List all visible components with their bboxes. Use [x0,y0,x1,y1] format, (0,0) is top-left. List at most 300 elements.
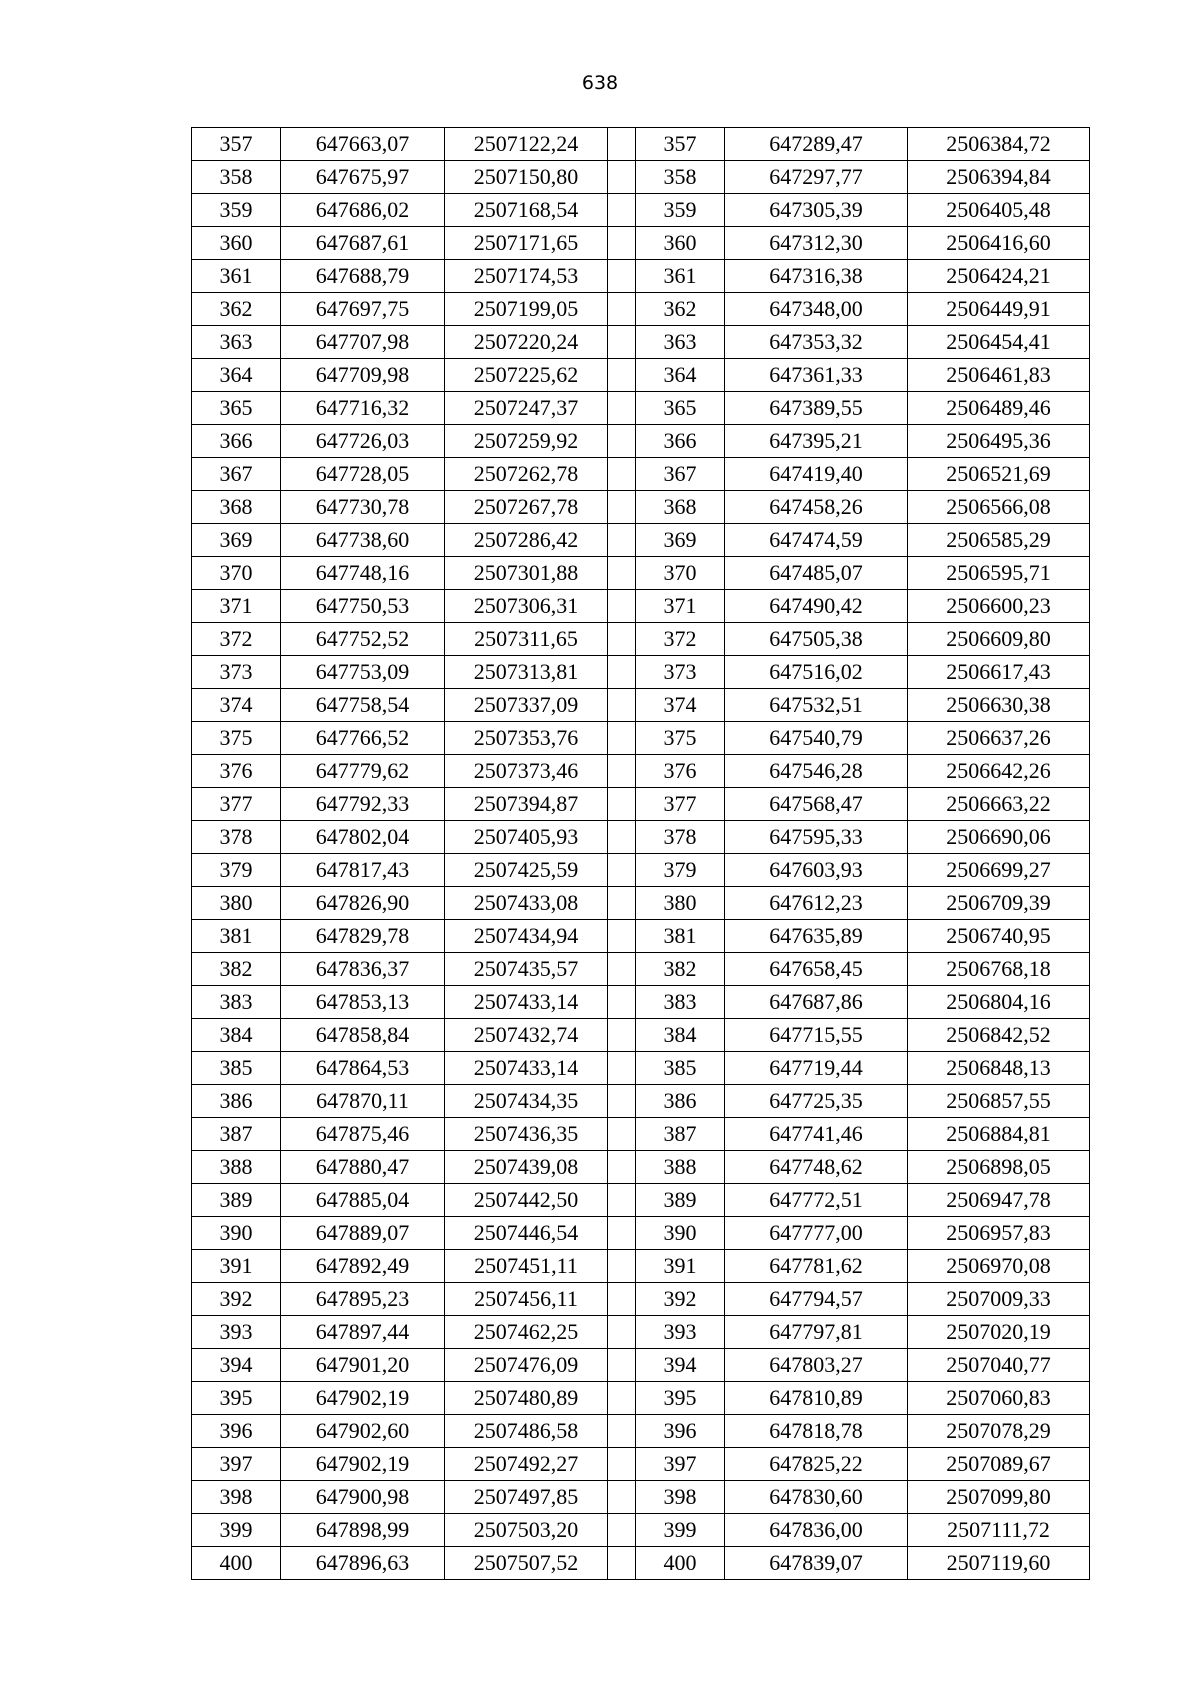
table-row [192,392,1090,425]
left-point-number-cell: 376 [192,755,281,788]
right-point-number-cell: 394 [636,1349,725,1382]
table-row [192,1019,1090,1052]
left-x-cell: 647716,32 [281,392,445,425]
table-row [192,1547,1090,1580]
right-y-cell: 2506609,80 [908,623,1090,656]
table-row [192,656,1090,689]
right-y-cell: 2507078,29 [908,1415,1090,1448]
right-point-number-cell: 362 [636,293,725,326]
right-x-cell: 647836,00 [725,1514,908,1547]
left-y-cell: 2507168,54 [445,194,608,227]
right-x-cell: 647289,47 [725,128,908,161]
right-x-cell: 647658,45 [725,953,908,986]
left-x-cell: 647870,11 [281,1085,445,1118]
right-point-number-cell: 366 [636,425,725,458]
table-row [192,359,1090,392]
table-row [192,458,1090,491]
left-y-cell: 2507497,85 [445,1481,608,1514]
left-x-cell: 647779,62 [281,755,445,788]
left-y-cell: 2507480,89 [445,1382,608,1415]
right-y-cell: 2506690,06 [908,821,1090,854]
right-point-number-cell: 360 [636,227,725,260]
left-x-cell: 647895,23 [281,1283,445,1316]
left-y-cell: 2507434,94 [445,920,608,953]
left-point-number-cell: 381 [192,920,281,953]
spacer-cell [608,986,636,1019]
spacer-cell [608,821,636,854]
left-y-cell: 2507373,46 [445,755,608,788]
spacer-cell [608,1151,636,1184]
table-row [192,1514,1090,1547]
right-x-cell: 647490,42 [725,590,908,623]
left-x-cell: 647687,61 [281,227,445,260]
right-y-cell: 2506495,36 [908,425,1090,458]
left-point-number-cell: 394 [192,1349,281,1382]
table-row [192,722,1090,755]
right-point-number-cell: 371 [636,590,725,623]
right-point-number-cell: 370 [636,557,725,590]
spacer-cell [608,1547,636,1580]
spacer-cell [608,1349,636,1382]
left-point-number-cell: 398 [192,1481,281,1514]
spacer-cell [608,491,636,524]
left-y-cell: 2507433,14 [445,1052,608,1085]
right-point-number-cell: 384 [636,1019,725,1052]
left-y-cell: 2507425,59 [445,854,608,887]
spacer-cell [608,887,636,920]
right-point-number-cell: 365 [636,392,725,425]
table-row [192,425,1090,458]
spacer-cell [608,656,636,689]
spacer-cell [608,326,636,359]
right-x-cell: 647395,21 [725,425,908,458]
left-y-cell: 2507301,88 [445,557,608,590]
right-x-cell: 647568,47 [725,788,908,821]
left-point-number-cell: 380 [192,887,281,920]
right-point-number-cell: 367 [636,458,725,491]
left-y-cell: 2507492,27 [445,1448,608,1481]
right-x-cell: 647772,51 [725,1184,908,1217]
left-x-cell: 647675,97 [281,161,445,194]
left-point-number-cell: 396 [192,1415,281,1448]
right-point-number-cell: 376 [636,755,725,788]
right-x-cell: 647316,38 [725,260,908,293]
table-row [192,194,1090,227]
right-x-cell: 647818,78 [725,1415,908,1448]
table-row [192,161,1090,194]
table-row [192,491,1090,524]
right-x-cell: 647612,23 [725,887,908,920]
left-point-number-cell: 388 [192,1151,281,1184]
right-y-cell: 2506617,43 [908,656,1090,689]
left-y-cell: 2507436,35 [445,1118,608,1151]
right-y-cell: 2507020,19 [908,1316,1090,1349]
left-x-cell: 647902,19 [281,1448,445,1481]
right-point-number-cell: 373 [636,656,725,689]
left-point-number-cell: 358 [192,161,281,194]
table-row [192,1250,1090,1283]
table-row [192,689,1090,722]
right-x-cell: 647474,59 [725,524,908,557]
right-x-cell: 647485,07 [725,557,908,590]
right-x-cell: 647741,46 [725,1118,908,1151]
left-x-cell: 647752,52 [281,623,445,656]
left-point-number-cell: 377 [192,788,281,821]
spacer-cell [608,1415,636,1448]
left-point-number-cell: 387 [192,1118,281,1151]
right-y-cell: 2507111,72 [908,1514,1090,1547]
right-point-number-cell: 379 [636,854,725,887]
spacer-cell [608,1250,636,1283]
left-y-cell: 2507286,42 [445,524,608,557]
right-point-number-cell: 361 [636,260,725,293]
left-y-cell: 2507486,58 [445,1415,608,1448]
right-y-cell: 2506857,55 [908,1085,1090,1118]
right-y-cell: 2506461,83 [908,359,1090,392]
spacer-cell [608,1019,636,1052]
left-y-cell: 2507174,53 [445,260,608,293]
left-x-cell: 647688,79 [281,260,445,293]
right-x-cell: 647725,35 [725,1085,908,1118]
table-row [192,293,1090,326]
spacer-cell [608,260,636,293]
left-y-cell: 2507267,78 [445,491,608,524]
left-y-cell: 2507405,93 [445,821,608,854]
left-x-cell: 647748,16 [281,557,445,590]
coordinates-table-body [192,128,1090,1580]
table-row [192,227,1090,260]
right-point-number-cell: 381 [636,920,725,953]
left-x-cell: 647663,07 [281,128,445,161]
left-x-cell: 647697,75 [281,293,445,326]
left-point-number-cell: 375 [192,722,281,755]
spacer-cell [608,1217,636,1250]
right-y-cell: 2507119,60 [908,1547,1090,1580]
right-x-cell: 647297,77 [725,161,908,194]
right-x-cell: 647312,30 [725,227,908,260]
left-y-cell: 2507503,20 [445,1514,608,1547]
left-point-number-cell: 379 [192,854,281,887]
right-x-cell: 647803,27 [725,1349,908,1382]
right-y-cell: 2506585,29 [908,524,1090,557]
right-x-cell: 647777,00 [725,1217,908,1250]
right-point-number-cell: 392 [636,1283,725,1316]
right-y-cell: 2506699,27 [908,854,1090,887]
spacer-cell [608,920,636,953]
left-x-cell: 647864,53 [281,1052,445,1085]
spacer-cell [608,623,636,656]
right-y-cell: 2506405,48 [908,194,1090,227]
right-point-number-cell: 372 [636,623,725,656]
right-x-cell: 647830,60 [725,1481,908,1514]
spacer-cell [608,1052,636,1085]
left-y-cell: 2507451,11 [445,1250,608,1283]
right-point-number-cell: 364 [636,359,725,392]
left-point-number-cell: 371 [192,590,281,623]
left-point-number-cell: 364 [192,359,281,392]
right-point-number-cell: 386 [636,1085,725,1118]
left-y-cell: 2507199,05 [445,293,608,326]
right-y-cell: 2506663,22 [908,788,1090,821]
right-point-number-cell: 383 [636,986,725,1019]
right-point-number-cell: 377 [636,788,725,821]
left-y-cell: 2507353,76 [445,722,608,755]
coordinates-table [191,127,1090,1580]
spacer-cell [608,359,636,392]
left-y-cell: 2507476,09 [445,1349,608,1382]
right-x-cell: 647505,38 [725,623,908,656]
right-point-number-cell: 395 [636,1382,725,1415]
left-x-cell: 647902,60 [281,1415,445,1448]
left-point-number-cell: 373 [192,656,281,689]
right-y-cell: 2506600,23 [908,590,1090,623]
spacer-cell [608,689,636,722]
left-x-cell: 647896,63 [281,1547,445,1580]
left-y-cell: 2507225,62 [445,359,608,392]
right-x-cell: 647715,55 [725,1019,908,1052]
right-x-cell: 647546,28 [725,755,908,788]
left-point-number-cell: 357 [192,128,281,161]
spacer-cell [608,1481,636,1514]
table-row [192,953,1090,986]
left-x-cell: 647898,99 [281,1514,445,1547]
right-x-cell: 647389,55 [725,392,908,425]
left-point-number-cell: 362 [192,293,281,326]
left-x-cell: 647902,19 [281,1382,445,1415]
right-point-number-cell: 396 [636,1415,725,1448]
spacer-cell [608,755,636,788]
right-y-cell: 2506898,05 [908,1151,1090,1184]
table-row [192,1415,1090,1448]
left-point-number-cell: 382 [192,953,281,986]
table-row [192,920,1090,953]
left-x-cell: 647901,20 [281,1349,445,1382]
left-y-cell: 2507434,35 [445,1085,608,1118]
left-point-number-cell: 389 [192,1184,281,1217]
spacer-cell [608,1382,636,1415]
left-x-cell: 647726,03 [281,425,445,458]
right-y-cell: 2506424,21 [908,260,1090,293]
right-y-cell: 2506384,72 [908,128,1090,161]
right-x-cell: 647353,32 [725,326,908,359]
right-x-cell: 647419,40 [725,458,908,491]
left-point-number-cell: 390 [192,1217,281,1250]
spacer-cell [608,1448,636,1481]
right-point-number-cell: 375 [636,722,725,755]
left-point-number-cell: 368 [192,491,281,524]
right-y-cell: 2506740,95 [908,920,1090,953]
right-y-cell: 2506595,71 [908,557,1090,590]
left-x-cell: 647730,78 [281,491,445,524]
table-row [192,1316,1090,1349]
left-x-cell: 647750,53 [281,590,445,623]
right-point-number-cell: 363 [636,326,725,359]
left-y-cell: 2507433,08 [445,887,608,920]
spacer-cell [608,788,636,821]
spacer-cell [608,722,636,755]
spacer-cell [608,524,636,557]
page-number: 638 [581,72,619,94]
spacer-cell [608,557,636,590]
table-row [192,326,1090,359]
table-row [192,1217,1090,1250]
left-x-cell: 647817,43 [281,854,445,887]
right-x-cell: 647540,79 [725,722,908,755]
left-x-cell: 647709,98 [281,359,445,392]
right-y-cell: 2507009,33 [908,1283,1090,1316]
right-y-cell: 2506848,13 [908,1052,1090,1085]
left-point-number-cell: 365 [192,392,281,425]
spacer-cell [608,590,636,623]
left-point-number-cell: 391 [192,1250,281,1283]
left-y-cell: 2507432,74 [445,1019,608,1052]
left-x-cell: 647758,54 [281,689,445,722]
left-y-cell: 2507462,25 [445,1316,608,1349]
right-x-cell: 647595,33 [725,821,908,854]
right-x-cell: 647458,26 [725,491,908,524]
left-point-number-cell: 384 [192,1019,281,1052]
table-row [192,1283,1090,1316]
right-x-cell: 647635,89 [725,920,908,953]
left-x-cell: 647858,84 [281,1019,445,1052]
right-point-number-cell: 378 [636,821,725,854]
right-y-cell: 2506768,18 [908,953,1090,986]
left-x-cell: 647728,05 [281,458,445,491]
table-row [192,1184,1090,1217]
left-y-cell: 2507394,87 [445,788,608,821]
left-point-number-cell: 400 [192,1547,281,1580]
left-y-cell: 2507122,24 [445,128,608,161]
left-x-cell: 647836,37 [281,953,445,986]
left-y-cell: 2507259,92 [445,425,608,458]
left-x-cell: 647826,90 [281,887,445,920]
left-x-cell: 647753,09 [281,656,445,689]
right-y-cell: 2507089,67 [908,1448,1090,1481]
right-x-cell: 647794,57 [725,1283,908,1316]
right-x-cell: 647810,89 [725,1382,908,1415]
spacer-cell [608,1283,636,1316]
table-row [192,986,1090,1019]
left-x-cell: 647889,07 [281,1217,445,1250]
left-point-number-cell: 378 [192,821,281,854]
table-row [192,821,1090,854]
right-y-cell: 2506566,08 [908,491,1090,524]
right-y-cell: 2506842,52 [908,1019,1090,1052]
right-y-cell: 2506884,81 [908,1118,1090,1151]
left-x-cell: 647900,98 [281,1481,445,1514]
left-y-cell: 2507247,37 [445,392,608,425]
right-y-cell: 2506489,46 [908,392,1090,425]
right-y-cell: 2506630,38 [908,689,1090,722]
table-row [192,524,1090,557]
right-point-number-cell: 382 [636,953,725,986]
right-x-cell: 647348,00 [725,293,908,326]
spacer-cell [608,161,636,194]
right-x-cell: 647839,07 [725,1547,908,1580]
table-row [192,623,1090,656]
spacer-cell [608,1316,636,1349]
right-y-cell: 2506947,78 [908,1184,1090,1217]
spacer-cell [608,1184,636,1217]
left-point-number-cell: 386 [192,1085,281,1118]
table-row [192,854,1090,887]
spacer-cell [608,293,636,326]
left-y-cell: 2507337,09 [445,689,608,722]
right-y-cell: 2506394,84 [908,161,1090,194]
left-point-number-cell: 383 [192,986,281,1019]
spacer-cell [608,425,636,458]
left-x-cell: 647897,44 [281,1316,445,1349]
left-x-cell: 647885,04 [281,1184,445,1217]
right-x-cell: 647748,62 [725,1151,908,1184]
left-x-cell: 647792,33 [281,788,445,821]
left-x-cell: 647738,60 [281,524,445,557]
right-point-number-cell: 390 [636,1217,725,1250]
left-y-cell: 2507150,80 [445,161,608,194]
left-x-cell: 647802,04 [281,821,445,854]
right-x-cell: 647516,02 [725,656,908,689]
right-y-cell: 2506454,41 [908,326,1090,359]
left-y-cell: 2507313,81 [445,656,608,689]
right-point-number-cell: 369 [636,524,725,557]
spacer-cell [608,1118,636,1151]
left-x-cell: 647829,78 [281,920,445,953]
left-point-number-cell: 393 [192,1316,281,1349]
left-point-number-cell: 359 [192,194,281,227]
left-point-number-cell: 395 [192,1382,281,1415]
table-row [192,755,1090,788]
right-point-number-cell: 391 [636,1250,725,1283]
left-y-cell: 2507306,31 [445,590,608,623]
table-row [192,1151,1090,1184]
right-y-cell: 2506642,26 [908,755,1090,788]
right-x-cell: 647603,93 [725,854,908,887]
left-point-number-cell: 372 [192,623,281,656]
left-x-cell: 647892,49 [281,1250,445,1283]
spacer-cell [608,953,636,986]
left-point-number-cell: 385 [192,1052,281,1085]
table-row [192,1448,1090,1481]
right-point-number-cell: 385 [636,1052,725,1085]
right-y-cell: 2507040,77 [908,1349,1090,1382]
right-x-cell: 647781,62 [725,1250,908,1283]
right-x-cell: 647687,86 [725,986,908,1019]
left-x-cell: 647686,02 [281,194,445,227]
right-point-number-cell: 357 [636,128,725,161]
left-y-cell: 2507439,08 [445,1151,608,1184]
spacer-cell [608,227,636,260]
right-y-cell: 2506449,91 [908,293,1090,326]
right-point-number-cell: 397 [636,1448,725,1481]
table-row [192,788,1090,821]
left-x-cell: 647707,98 [281,326,445,359]
right-y-cell: 2507060,83 [908,1382,1090,1415]
spacer-cell [608,1085,636,1118]
left-point-number-cell: 399 [192,1514,281,1547]
table-row [192,1382,1090,1415]
left-y-cell: 2507442,50 [445,1184,608,1217]
left-x-cell: 647875,46 [281,1118,445,1151]
left-y-cell: 2507435,57 [445,953,608,986]
spacer-cell [608,458,636,491]
right-point-number-cell: 358 [636,161,725,194]
left-y-cell: 2507507,52 [445,1547,608,1580]
left-point-number-cell: 360 [192,227,281,260]
table-row [192,1349,1090,1382]
right-y-cell: 2506521,69 [908,458,1090,491]
left-point-number-cell: 363 [192,326,281,359]
right-point-number-cell: 359 [636,194,725,227]
